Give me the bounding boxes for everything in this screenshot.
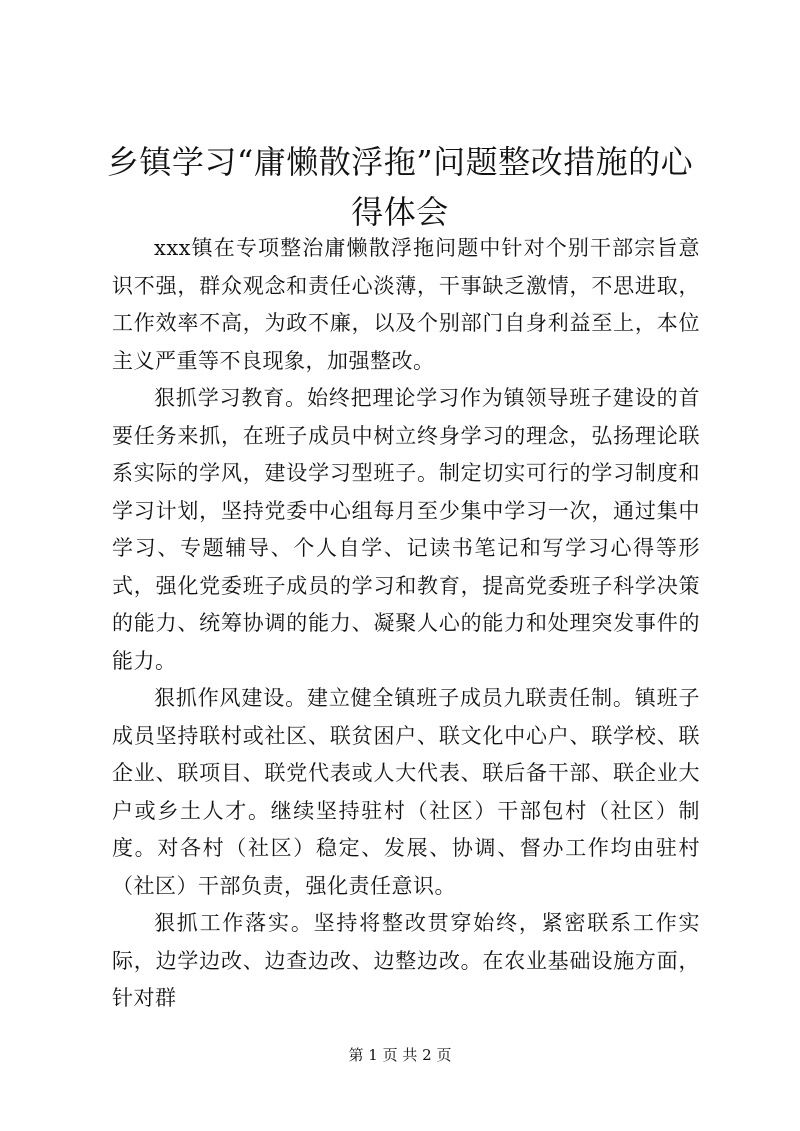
paragraph-intro: xxx镇在专项整治庸懒散浮拖问题中针对个别干部宗旨意识不强，群众观念和责任心淡薄，干事缺乏激情，不思进取，工作效率不高，为政不廉，以及个别部门自身利益至上，本位主义严重等不良现象，加强整改。 [112, 236, 700, 373]
paragraph-implementation: 狠抓工作落实。坚持将整改贯穿始终，紧密联系工作实际，边学边改、边查边改、边整边改。在农业基础设施方面，针对群 [112, 911, 700, 1010]
document-body [112, 230, 700, 1018]
paragraph-work-style: 狠抓作风建设。建立健全镇班子成员九联责任制。镇班子成员坚持联村或社区、联贫困户、联文化中心户、联学校、联企业、联项目、联党代表或人大代表、联后备干部、联企业大户或乡土人才。继续坚持驻村（社区）干部包村（社区）制度。对各村（社区）稳定、发展、协调、督办工作均由驻村（社区）干部负责，强化责任意识。 [112, 686, 700, 898]
page-footer: 第 1 页 共 2 页 [348, 1046, 452, 1064]
document-title: 乡镇学习“庸懒散浮拖”问题整改措施的心得体会 [106, 143, 694, 231]
paragraph-study-education: 狠抓学习教育。始终把理论学习作为镇领导班子建设的首要任务来抓，在班子成员中树立终身学习的理念，弘扬理论联系实际的学风，建设学习型班子。制定切实可行的学习制度和学习计划，坚持党委中心组每月至少集中学习一次，通过集中学习、专题辅导、个人自学、记读书笔记和写学习心得等形式，强化党委班子成员的学习和教育，提高党委班子科学决策的能力、统筹协调的能力、凝聚人心的能力和处理突发事件的能力。 [112, 386, 700, 673]
